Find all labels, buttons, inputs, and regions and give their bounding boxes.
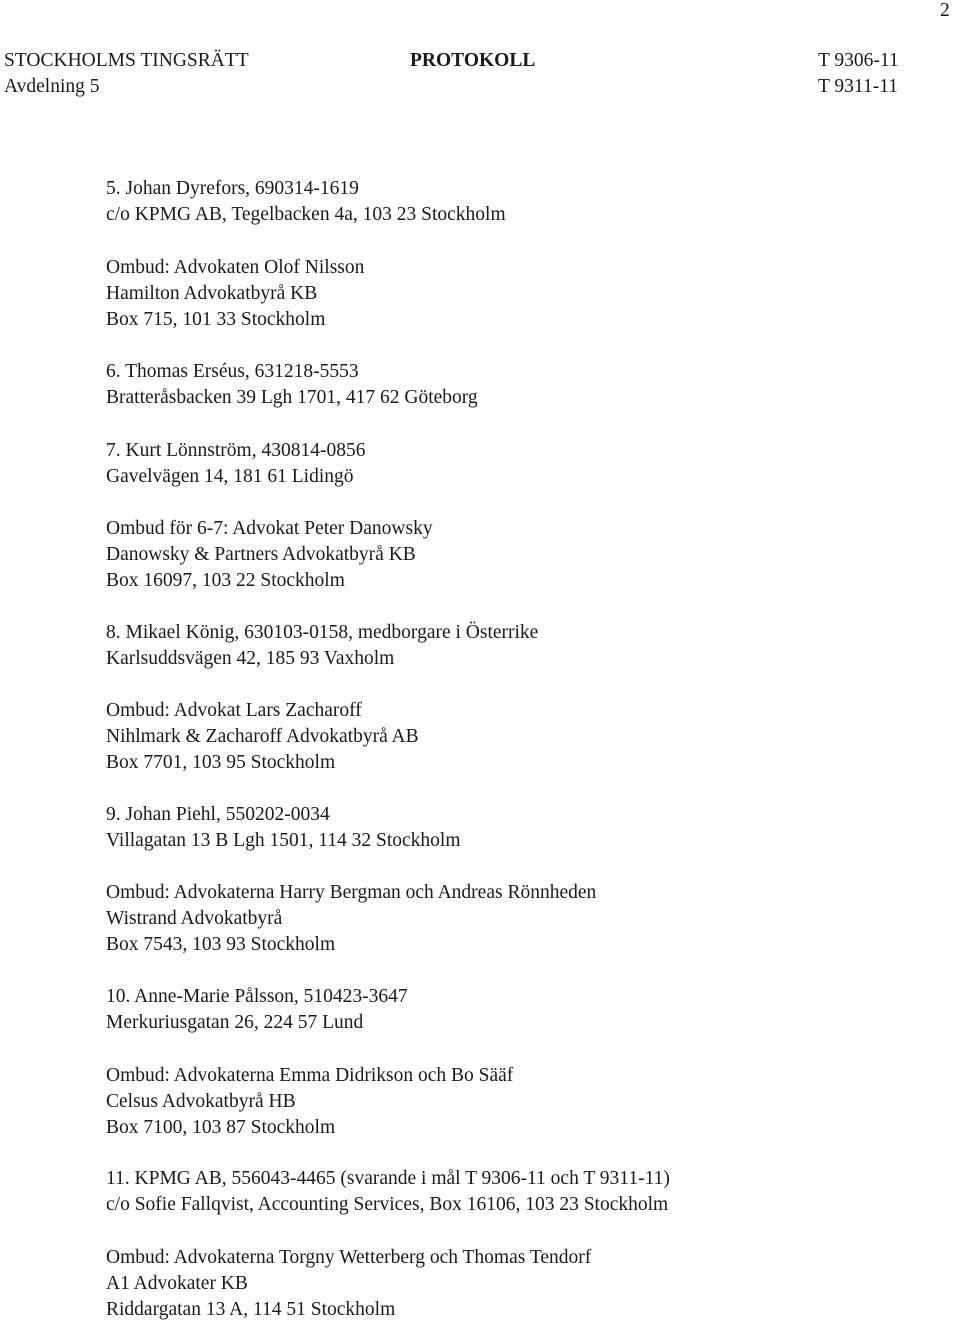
party-block [106, 176, 506, 228]
counsel-firm-line: A1 Advokater KB [106, 1273, 248, 1294]
party-name-line: 10. Anne-Marie Pålsson, 510423-3647 [106, 986, 408, 1007]
counsel-address-line: Riddargatan 13 A, 114 51 Stockholm [106, 1299, 396, 1320]
counsel-firm-line: Celsus Advokatbyrå HB [106, 1091, 296, 1112]
counsel-name-line: Ombud: Advokat Lars Zacharoff [106, 700, 362, 721]
party-name-line: 9. Johan Piehl, 550202-0034 [106, 804, 330, 825]
counsel-address-line: Box 7100, 103 87 Stockholm [106, 1117, 336, 1138]
counsel-firm-line: Hamilton Advokatbyrå KB [106, 283, 318, 304]
party-block [106, 620, 538, 672]
party-address-line: c/o KPMG AB, Tegelbacken 4a, 103 23 Stockholm [106, 204, 506, 225]
party-address-line: Karlsuddsvägen 42, 185 93 Vaxholm [106, 648, 395, 669]
counsel-firm-line: Danowsky & Partners Advokatbyrå KB [106, 544, 416, 565]
counsel-address-line: Box 7543, 103 93 Stockholm [106, 934, 336, 955]
division-name: Avdelning 5 [4, 76, 100, 97]
party-block [106, 359, 478, 411]
counsel-block [106, 1245, 591, 1323]
counsel-address-line: Box 7701, 103 95 Stockholm [106, 752, 336, 773]
party-block [106, 438, 365, 490]
counsel-firm-line: Wistrand Advokatbyrå [106, 908, 283, 929]
counsel-name-line: Ombud: Advokaterna Emma Didrikson och Bo Sääf [106, 1065, 514, 1086]
counsel-block [106, 1063, 513, 1141]
page-number: 2 [940, 0, 950, 21]
party-name-line: 6. Thomas Erséus, 631218-5553 [106, 361, 359, 382]
party-block [106, 984, 408, 1036]
party-block [106, 802, 461, 854]
party-name-line: 11. KPMG AB, 556043-4465 (svarande i mål T 9306-11 och T 9311-11) [106, 1168, 670, 1189]
counsel-name-line: Ombud: Advokaten Olof Nilsson [106, 257, 365, 278]
counsel-block [106, 880, 596, 958]
counsel-address-line: Box 16097, 103 22 Stockholm [106, 570, 345, 591]
party-address-line: Gavelvägen 14, 181 61 Lidingö [106, 466, 354, 487]
document-title: PROTOKOLL [410, 50, 536, 71]
party-block [106, 1166, 670, 1218]
court-name: STOCKHOLMS TINGSRÄTT [4, 50, 249, 71]
party-name-line: 5. Johan Dyrefors, 690314-1619 [106, 178, 359, 199]
party-address-line: Merkuriusgatan 26, 224 57 Lund [106, 1012, 364, 1033]
counsel-block [106, 516, 433, 594]
counsel-block [106, 255, 364, 333]
counsel-name-line: Ombud: Advokaterna Harry Bergman och Andreas Rönnheden [106, 882, 597, 903]
party-address-line: Villagatan 13 B Lgh 1501, 114 32 Stockholm [106, 830, 461, 851]
counsel-name-line: Ombud för 6-7: Advokat Peter Danowsky [106, 518, 433, 539]
counsel-block [106, 698, 419, 776]
counsel-address-line: Box 715, 101 33 Stockholm [106, 309, 326, 330]
counsel-name-line: Ombud: Advokaterna Torgny Wetterberg och Thomas Tendorf [106, 1247, 592, 1268]
party-address-line: Bratteråsbacken 39 Lgh 1701, 417 62 Göteborg [106, 387, 478, 408]
case-number: T 9306-11 [818, 50, 899, 71]
case-number: T 9311-11 [818, 76, 898, 97]
party-name-line: 7. Kurt Lönnström, 430814-0856 [106, 440, 366, 461]
counsel-firm-line: Nihlmark & Zacharoff Advokatbyrå AB [106, 726, 419, 747]
party-name-line: 8. Mikael König, 630103-0158, medborgare i Österrike [106, 622, 539, 643]
party-address-line: c/o Sofie Fallqvist, Accounting Services, Box 16106, 103 23 Stockholm [106, 1194, 669, 1215]
